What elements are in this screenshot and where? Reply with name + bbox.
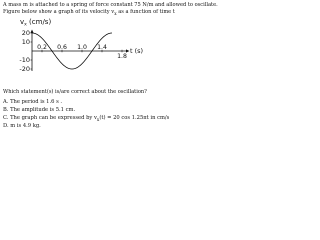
x-axis-label: t (s) [130, 47, 144, 55]
option-text: The period is 1.6 s . [10, 99, 63, 105]
velocity-graph [0, 0, 200, 133]
option-text: m is 4.9 kg. [10, 123, 41, 129]
option-b[interactable] [3, 107, 75, 113]
y-tick-label: -10 [19, 56, 30, 65]
option-letter: B. [3, 107, 9, 113]
x-tick-label: 1.0 [77, 44, 87, 52]
y-tick-label: 10 [21, 38, 30, 47]
statement-subscript: x [114, 12, 117, 18]
option-text: The amplitude is 5.1 cm. [10, 107, 76, 113]
problem-statement-line-1: A mass m is attached to a spring of force constant 75 N/m and allowed to oscillate. [3, 2, 218, 8]
option-letter: C. [3, 115, 9, 121]
option-letter: D. [3, 123, 9, 129]
statement-text-rest: as a function of time t [116, 9, 175, 15]
y-tick-label: 20 [21, 29, 30, 38]
question-text: Which statement(s) is/are correct about the oscillation? [3, 89, 147, 95]
option-text: The graph can be expressed by v [10, 115, 97, 121]
y-tick-label: -20 [19, 65, 30, 74]
statement-text: Figure below show a graph of its velocity v [3, 9, 115, 15]
x-tick-label: 1.4 [97, 44, 107, 52]
option-letter: A. [3, 99, 9, 105]
x-tick-label: 0.2 [37, 44, 47, 52]
option-text-rest: (t) = 20 cos 1.25πt in cm/s [99, 115, 170, 121]
x-tick-label: 0.6 [57, 44, 67, 52]
x-tick-label: 1.8 [117, 53, 127, 60]
y-axis-arrow [30, 30, 33, 34]
y-axis-label: $v_x$ (cm/s) [20, 18, 52, 28]
option-a[interactable] [3, 99, 62, 105]
option-d[interactable] [3, 123, 41, 129]
option-subscript: x [96, 118, 100, 124]
